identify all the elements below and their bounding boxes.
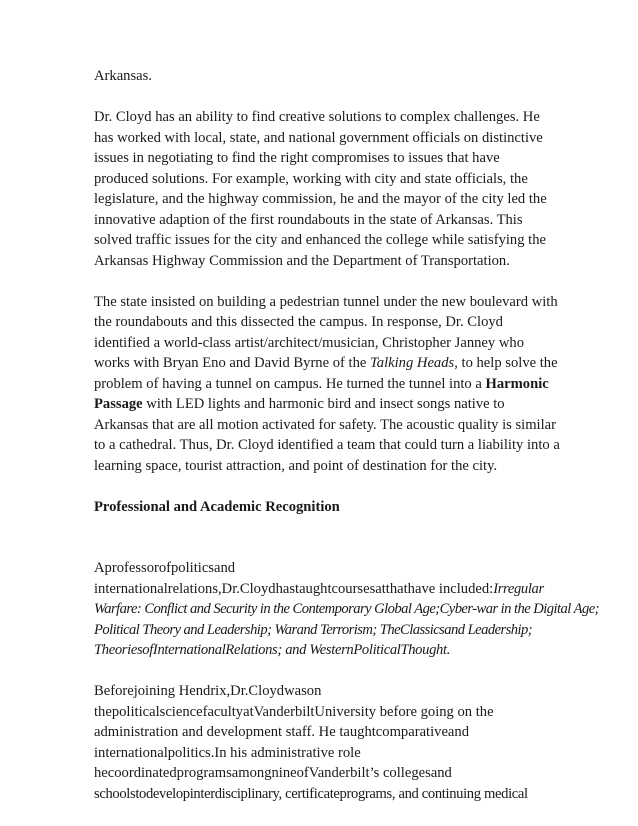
text-line: Arkansas that are all motion activated for safety. The acoustic quality is similar [94,416,556,433]
paragraph-professor [94,558,599,661]
text-line [94,353,558,374]
text-run: problem of having a tunnel on campus. He turned the tunnel into a [94,375,486,392]
text-run: . [446,642,450,658]
italic-course-title: Warand Terrorism [274,621,373,638]
text-line [94,579,554,600]
text-line [94,599,599,620]
text-line: Beforejoining Hendrix,Dr.Cloydwason [94,683,322,699]
text-line: identified a world-class artist/architect/musician, Christopher Janney who [94,334,524,351]
paragraph-creative-solutions [94,107,554,271]
text-line [94,620,554,641]
italic-course-title: Irregular [493,580,544,597]
section-heading: Professional and Academic Recognition [94,498,340,515]
italic-title-talking-heads: Talking Heads [370,355,455,371]
paragraph-intro [94,66,554,87]
text-run: , to help solve the [454,355,558,371]
text-line [94,640,554,661]
bold-term-passage: Passage [94,396,143,412]
text-run: ; [435,601,440,617]
text-run: internationalrelations,Dr.Cloydhastaughtcoursesatthathave included: [94,580,494,597]
text-run: ; [267,621,275,638]
text-line: solved traffic issues for the city and enhanced the college while satisfying the [94,232,546,248]
text-run: ; [594,601,599,617]
text-line: innovative adaption of the first roundabouts in the state of Arkansas. This [94,211,523,228]
paragraph-pedestrian-tunnel [94,292,560,477]
text-line: the roundabouts and this dissected the campus. In response, Dr. Cloyd [94,314,503,330]
text-line: schoolstodevelopinterdisciplinary, certificateprograms, and continuing medical [94,785,528,802]
text-run: ; [372,621,380,638]
italic-course-title: Relations; and WesternPoliticalThought [225,642,447,658]
italic-course-title: TheoriesofInternational [94,642,226,658]
italic-course-title: TheClassicsand Leadership; [379,621,533,638]
italic-course-title: Political Theory and Leadership [94,621,268,638]
text-line: internationalpolitics.In his administrative role [94,744,361,761]
text-line: issues in negotiating to find the right compromises to issues that have [94,150,500,166]
italic-course-title: Warfare: Conflict and Security in the Contemporary Global Age [94,601,436,617]
text-line: thepoliticalsciencefacultyatVanderbiltUniversity before going on the [94,703,494,720]
text-line: Arkansas Highway Commission and the Department of Transportation. [94,252,510,269]
text-line [94,394,554,415]
text-run: works with Bryan Eno and David Byrne of the [94,355,371,371]
text-line: has worked with local, state, and national government officials on distinctive [94,129,543,146]
paragraph-vanderbilt [94,681,554,804]
text-line: administration and development staff. He taughtcomparativeand [94,724,469,740]
text-line: The state insisted on building a pedestrian tunnel under the new boulevard with [94,293,558,310]
text-line: produced solutions. For example, working with city and state officials, the [94,170,528,187]
document-page [94,66,599,825]
text-line: hecoordinatedprogramsamongnineofVanderbilt’s collegesand [94,765,452,781]
text-line: Dr. Cloyd has an ability to find creative solutions to complex challenges. He [94,109,540,125]
text-line: learning space, tourist attraction, and point of destination for the city. [94,457,498,474]
bold-term-harmonic: Harmonic [485,375,549,392]
text-line: legislature, and the highway commission, he and the mayor of the city led the [94,191,547,207]
text-line: Aprofessorofpoliticsand [94,560,236,576]
text-line [94,374,554,395]
text-line: Arkansas. [94,68,152,84]
text-line: to a cathedral. Thus, Dr. Cloyd identified a team that could turn a liability into a [94,437,560,453]
text-run: with LED lights and harmonic bird and insect songs native to [142,396,505,412]
italic-course-title: Cyber-war in the Digital Age [439,601,595,617]
